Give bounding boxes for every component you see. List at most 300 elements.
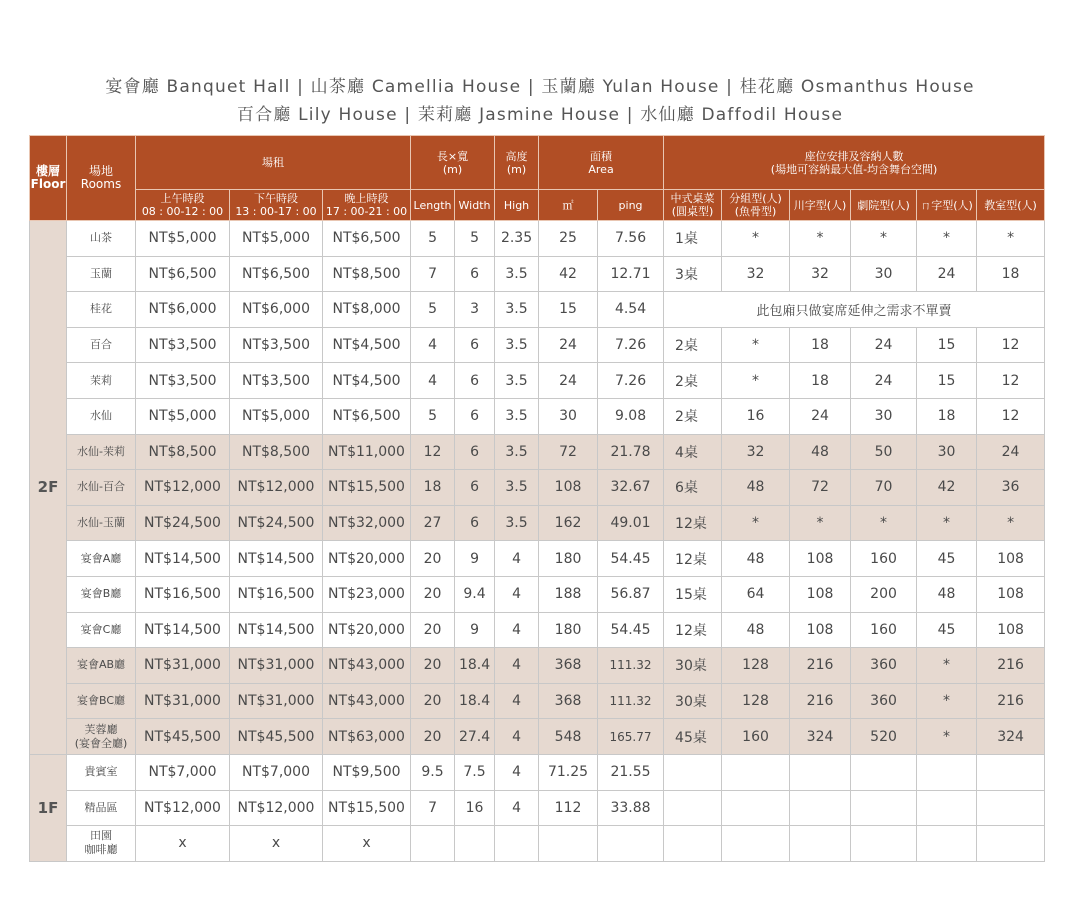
width-cell: 18.4 xyxy=(455,683,495,719)
afternoon-cell: NT$8,500 xyxy=(230,434,323,470)
high-cell: 3.5 xyxy=(495,363,539,399)
tables-cell: 4桌 xyxy=(664,434,722,470)
ping-cell: 12.71 xyxy=(598,256,664,292)
morning-cell: NT$6,500 xyxy=(136,256,230,292)
tables-cell: 6桌 xyxy=(664,470,722,506)
tables-cell: 3桌 xyxy=(664,256,722,292)
ping-cell: 33.88 xyxy=(598,790,664,826)
length-cell: 20 xyxy=(411,683,455,719)
sqm-cell: 24 xyxy=(539,363,598,399)
sqm-cell: 25 xyxy=(539,221,598,257)
evening-cell: NT$15,500 xyxy=(323,790,411,826)
group-cell: * xyxy=(722,363,790,399)
classroom-cell: 216 xyxy=(977,683,1045,719)
group-header: 分組型(人) (魚骨型) xyxy=(722,190,790,221)
room-name: 百合 xyxy=(67,327,136,363)
morning-cell: NT$3,500 xyxy=(136,363,230,399)
evening-cell: NT$9,500 xyxy=(323,754,411,790)
sqm-cell: 112 xyxy=(539,790,598,826)
classroom-cell: 12 xyxy=(977,327,1045,363)
length-header: Length xyxy=(411,190,455,221)
theater-cell: 360 xyxy=(851,648,917,684)
size-header: 長×寬 (m) xyxy=(411,136,495,190)
theater-cell: 24 xyxy=(851,363,917,399)
room-name: 玉蘭 xyxy=(67,256,136,292)
group-cell: 32 xyxy=(722,256,790,292)
classroom-cell: 108 xyxy=(977,576,1045,612)
room-name: 茉莉 xyxy=(67,363,136,399)
sqm-cell: 30 xyxy=(539,398,598,434)
group-cell: * xyxy=(722,327,790,363)
length-cell: 18 xyxy=(411,470,455,506)
tables-cell: 12桌 xyxy=(664,612,722,648)
room-name: 水仙-玉蘭 xyxy=(67,505,136,541)
high-cell: 3.5 xyxy=(495,434,539,470)
group-cell: 32 xyxy=(722,434,790,470)
high-cell: 4 xyxy=(495,541,539,577)
u-cell xyxy=(917,790,977,826)
afternoon-cell: NT$45,500 xyxy=(230,719,323,755)
afternoon-header: 下午時段 13 : 00-17 : 00 xyxy=(230,190,323,221)
length-cell: 4 xyxy=(411,327,455,363)
morning-cell: NT$14,500 xyxy=(136,541,230,577)
ping-cell: 111.32 xyxy=(598,648,664,684)
u-cell: * xyxy=(917,505,977,541)
classroom-cell xyxy=(977,826,1045,862)
sqm-cell: 108 xyxy=(539,470,598,506)
group-cell: 160 xyxy=(722,719,790,755)
high-cell: 4 xyxy=(495,576,539,612)
u-shape-header: ㄇ字型(人) xyxy=(917,190,977,221)
room-name: 宴會AB廳 xyxy=(67,648,136,684)
high-cell: 3.5 xyxy=(495,470,539,506)
length-cell: 20 xyxy=(411,719,455,755)
u-cell xyxy=(917,826,977,862)
classroom-header: 教室型(人) xyxy=(977,190,1045,221)
high-cell: 4 xyxy=(495,683,539,719)
tables-cell xyxy=(664,826,722,862)
width-cell: 6 xyxy=(455,470,495,506)
ping-cell: 32.67 xyxy=(598,470,664,506)
sqm-cell: 548 xyxy=(539,719,598,755)
classroom-cell: 108 xyxy=(977,541,1045,577)
room-name: 水仙 xyxy=(67,398,136,434)
group-cell xyxy=(722,826,790,862)
width-cell: 18.4 xyxy=(455,648,495,684)
high-cell: 4 xyxy=(495,719,539,755)
chuan-cell: 32 xyxy=(790,256,851,292)
tables-header: 中式桌菜 (圓桌型) xyxy=(664,190,722,221)
length-cell: 5 xyxy=(411,398,455,434)
group-cell: * xyxy=(722,505,790,541)
ping-cell: 7.26 xyxy=(598,363,664,399)
header-row-2 xyxy=(30,190,1045,221)
floor-1f-cell: 1F xyxy=(30,754,67,861)
tables-cell xyxy=(664,754,722,790)
sqm-cell: 162 xyxy=(539,505,598,541)
classroom-cell: 12 xyxy=(977,363,1045,399)
theater-cell: 160 xyxy=(851,612,917,648)
chuan-cell: 18 xyxy=(790,327,851,363)
u-cell: 24 xyxy=(917,256,977,292)
table-row xyxy=(30,256,1045,292)
group-cell xyxy=(722,754,790,790)
room-name: 宴會BC廳 xyxy=(67,683,136,719)
rooms-header: 場地 Rooms xyxy=(67,136,136,221)
group-cell: 48 xyxy=(722,541,790,577)
sqm-cell: 42 xyxy=(539,256,598,292)
seating-header: 座位安排及容納人數 (場地可容納最大值-均含舞台空間) xyxy=(664,136,1045,190)
afternoon-cell: NT$7,000 xyxy=(230,754,323,790)
tables-cell: 30桌 xyxy=(664,683,722,719)
ping-cell: 56.87 xyxy=(598,576,664,612)
morning-cell: NT$12,000 xyxy=(136,470,230,506)
chuan-cell xyxy=(790,754,851,790)
chuan-header: 川字型(人) xyxy=(790,190,851,221)
length-cell: 7 xyxy=(411,256,455,292)
theater-cell: * xyxy=(851,505,917,541)
morning-cell: NT$24,500 xyxy=(136,505,230,541)
width-cell: 5 xyxy=(455,221,495,257)
table-row xyxy=(30,648,1045,684)
u-cell: 45 xyxy=(917,541,977,577)
length-cell: 27 xyxy=(411,505,455,541)
u-cell: 15 xyxy=(917,363,977,399)
width-header: Width xyxy=(455,190,495,221)
chuan-cell: 108 xyxy=(790,576,851,612)
morning-cell: x xyxy=(136,826,230,862)
length-cell xyxy=(411,826,455,862)
room-name: 宴會B廳 xyxy=(67,576,136,612)
table-row xyxy=(30,221,1045,257)
width-cell: 9.4 xyxy=(455,576,495,612)
ping-cell: 7.26 xyxy=(598,327,664,363)
width-cell: 27.4 xyxy=(455,719,495,755)
afternoon-cell: NT$6,000 xyxy=(230,292,323,328)
classroom-cell: 18 xyxy=(977,256,1045,292)
high-cell: 3.5 xyxy=(495,505,539,541)
group-cell: 128 xyxy=(722,648,790,684)
high-sub-header: High xyxy=(495,190,539,221)
morning-cell: NT$7,000 xyxy=(136,754,230,790)
afternoon-cell: x xyxy=(230,826,323,862)
sqm-cell: 180 xyxy=(539,612,598,648)
ping-cell: 4.54 xyxy=(598,292,664,328)
width-cell: 6 xyxy=(455,398,495,434)
afternoon-cell: NT$14,500 xyxy=(230,541,323,577)
length-cell: 20 xyxy=(411,648,455,684)
morning-cell: NT$5,000 xyxy=(136,221,230,257)
table-row xyxy=(30,683,1045,719)
u-cell: 30 xyxy=(917,434,977,470)
table-row xyxy=(30,505,1045,541)
theater-cell: 360 xyxy=(851,683,917,719)
afternoon-cell: NT$3,500 xyxy=(230,327,323,363)
sqm-cell: 180 xyxy=(539,541,598,577)
table-row xyxy=(30,363,1045,399)
floor-header: 樓層 Floor xyxy=(30,136,67,221)
chuan-cell: 216 xyxy=(790,648,851,684)
evening-cell: NT$4,500 xyxy=(323,327,411,363)
table-row xyxy=(30,470,1045,506)
theater-cell: 30 xyxy=(851,398,917,434)
room-name: 山茶 xyxy=(67,221,136,257)
evening-cell: x xyxy=(323,826,411,862)
evening-cell: NT$8,000 xyxy=(323,292,411,328)
width-cell: 16 xyxy=(455,790,495,826)
room-name: 宴會A廳 xyxy=(67,541,136,577)
tables-cell: 12桌 xyxy=(664,541,722,577)
classroom-cell: * xyxy=(977,505,1045,541)
high-cell: 4 xyxy=(495,790,539,826)
ping-cell: 54.45 xyxy=(598,541,664,577)
table-row xyxy=(30,398,1045,434)
length-cell: 12 xyxy=(411,434,455,470)
morning-cell: NT$5,000 xyxy=(136,398,230,434)
morning-cell: NT$3,500 xyxy=(136,327,230,363)
table-row xyxy=(30,754,1045,790)
tables-cell: 45桌 xyxy=(664,719,722,755)
group-cell: 64 xyxy=(722,576,790,612)
u-cell: * xyxy=(917,648,977,684)
chuan-cell xyxy=(790,790,851,826)
length-cell: 5 xyxy=(411,221,455,257)
sqm-cell: 188 xyxy=(539,576,598,612)
chuan-cell xyxy=(790,826,851,862)
width-cell: 9 xyxy=(455,541,495,577)
morning-cell: NT$45,500 xyxy=(136,719,230,755)
note-cell: 此包廂只做宴席延伸之需求不單賣 xyxy=(664,292,1045,328)
morning-cell: NT$8,500 xyxy=(136,434,230,470)
room-name: 水仙-茉莉 xyxy=(67,434,136,470)
afternoon-cell: NT$16,500 xyxy=(230,576,323,612)
chuan-cell: 24 xyxy=(790,398,851,434)
table-row xyxy=(30,327,1045,363)
evening-header: 晚上時段 17 : 00-21 : 00 xyxy=(323,190,411,221)
length-cell: 7 xyxy=(411,790,455,826)
table-row xyxy=(30,434,1045,470)
width-cell: 9 xyxy=(455,612,495,648)
theater-cell xyxy=(851,790,917,826)
theater-cell: * xyxy=(851,221,917,257)
afternoon-cell: NT$24,500 xyxy=(230,505,323,541)
length-cell: 20 xyxy=(411,612,455,648)
high-cell xyxy=(495,826,539,862)
width-cell: 6 xyxy=(455,505,495,541)
theater-cell: 50 xyxy=(851,434,917,470)
afternoon-cell: NT$31,000 xyxy=(230,683,323,719)
length-cell: 9.5 xyxy=(411,754,455,790)
morning-cell: NT$31,000 xyxy=(136,683,230,719)
afternoon-cell: NT$12,000 xyxy=(230,790,323,826)
u-cell xyxy=(917,754,977,790)
chuan-cell: 324 xyxy=(790,719,851,755)
theater-header: 劇院型(人) xyxy=(851,190,917,221)
evening-cell: NT$11,000 xyxy=(323,434,411,470)
title-line-2: 百合廳 Lily House | 茉莉廳 Jasmine House | 水仙廳 Daffodil House xyxy=(236,105,844,125)
evening-cell: NT$32,000 xyxy=(323,505,411,541)
sqm-cell: 24 xyxy=(539,327,598,363)
high-cell: 2.35 xyxy=(495,221,539,257)
chuan-cell: 72 xyxy=(790,470,851,506)
classroom-cell xyxy=(977,754,1045,790)
ping-cell xyxy=(598,826,664,862)
ping-cell: 9.08 xyxy=(598,398,664,434)
classroom-cell: 36 xyxy=(977,470,1045,506)
room-name: 精品區 xyxy=(67,790,136,826)
classroom-cell: 108 xyxy=(977,612,1045,648)
chuan-cell: 108 xyxy=(790,541,851,577)
sqm-cell: 71.25 xyxy=(539,754,598,790)
width-cell: 6 xyxy=(455,256,495,292)
evening-cell: NT$43,000 xyxy=(323,683,411,719)
length-cell: 5 xyxy=(411,292,455,328)
floor-2f-cell: 2F xyxy=(30,221,67,755)
evening-cell: NT$43,000 xyxy=(323,648,411,684)
evening-cell: NT$63,000 xyxy=(323,719,411,755)
room-name: 芙蓉廳 (宴會全廳) xyxy=(67,719,136,755)
morning-cell: NT$31,000 xyxy=(136,648,230,684)
tables-cell xyxy=(664,790,722,826)
chuan-cell: 18 xyxy=(790,363,851,399)
theater-cell: 24 xyxy=(851,327,917,363)
high-cell: 3.5 xyxy=(495,256,539,292)
evening-cell: NT$20,000 xyxy=(323,612,411,648)
chuan-cell: 108 xyxy=(790,612,851,648)
width-cell: 6 xyxy=(455,363,495,399)
u-cell: 42 xyxy=(917,470,977,506)
area-header: 面積 Area xyxy=(539,136,664,190)
sqm-cell xyxy=(539,826,598,862)
room-name: 宴會C廳 xyxy=(67,612,136,648)
group-cell: 16 xyxy=(722,398,790,434)
evening-cell: NT$6,500 xyxy=(323,221,411,257)
sqm-cell: 368 xyxy=(539,648,598,684)
ping-cell: 21.55 xyxy=(598,754,664,790)
morning-cell: NT$6,000 xyxy=(136,292,230,328)
high-cell: 4 xyxy=(495,754,539,790)
group-cell: 48 xyxy=(722,470,790,506)
chuan-cell: * xyxy=(790,505,851,541)
u-cell: 45 xyxy=(917,612,977,648)
sqm-cell: 15 xyxy=(539,292,598,328)
tables-cell: 2桌 xyxy=(664,363,722,399)
room-name: 田園 咖啡廳 xyxy=(67,826,136,862)
high-cell: 3.5 xyxy=(495,292,539,328)
width-cell: 6 xyxy=(455,327,495,363)
venue-table xyxy=(29,135,1045,862)
tables-cell: 12桌 xyxy=(664,505,722,541)
u-cell: 18 xyxy=(917,398,977,434)
width-cell: 6 xyxy=(455,434,495,470)
ping-cell: 111.32 xyxy=(598,683,664,719)
width-cell: 7.5 xyxy=(455,754,495,790)
u-cell: * xyxy=(917,221,977,257)
tables-cell: 2桌 xyxy=(664,327,722,363)
ping-cell: 7.56 xyxy=(598,221,664,257)
evening-cell: NT$15,500 xyxy=(323,470,411,506)
group-cell xyxy=(722,790,790,826)
evening-cell: NT$8,500 xyxy=(323,256,411,292)
table-row xyxy=(30,826,1045,862)
evening-cell: NT$20,000 xyxy=(323,541,411,577)
high-cell: 4 xyxy=(495,648,539,684)
table-row xyxy=(30,541,1045,577)
rent-header: 場租 xyxy=(136,136,411,190)
tables-cell: 2桌 xyxy=(664,398,722,434)
ping-cell: 49.01 xyxy=(598,505,664,541)
afternoon-cell: NT$6,500 xyxy=(230,256,323,292)
u-cell: * xyxy=(917,683,977,719)
room-name: 貴賓室 xyxy=(67,754,136,790)
header-row-1 xyxy=(30,136,1045,190)
tables-cell: 15桌 xyxy=(664,576,722,612)
high-cell: 4 xyxy=(495,612,539,648)
classroom-cell: 24 xyxy=(977,434,1045,470)
high-cell: 3.5 xyxy=(495,327,539,363)
room-name: 桂花 xyxy=(67,292,136,328)
afternoon-cell: NT$12,000 xyxy=(230,470,323,506)
afternoon-cell: NT$5,000 xyxy=(230,398,323,434)
classroom-cell: 216 xyxy=(977,648,1045,684)
table-row xyxy=(30,576,1045,612)
u-cell: * xyxy=(917,719,977,755)
theater-cell: 200 xyxy=(851,576,917,612)
ping-header: ping xyxy=(598,190,664,221)
length-cell: 20 xyxy=(411,576,455,612)
tables-cell: 30桌 xyxy=(664,648,722,684)
afternoon-cell: NT$31,000 xyxy=(230,648,323,684)
group-cell: * xyxy=(722,221,790,257)
evening-cell: NT$23,000 xyxy=(323,576,411,612)
theater-cell: 70 xyxy=(851,470,917,506)
classroom-cell: * xyxy=(977,221,1045,257)
morning-cell: NT$12,000 xyxy=(136,790,230,826)
classroom-cell: 324 xyxy=(977,719,1045,755)
theater-cell: 520 xyxy=(851,719,917,755)
tables-cell: 1桌 xyxy=(664,221,722,257)
sqm-header: ㎡ xyxy=(539,190,598,221)
ping-cell: 165.77 xyxy=(598,719,664,755)
length-cell: 20 xyxy=(411,541,455,577)
ping-cell: 54.45 xyxy=(598,612,664,648)
theater-cell xyxy=(851,826,917,862)
table-row xyxy=(30,790,1045,826)
group-cell: 48 xyxy=(722,612,790,648)
width-cell: 3 xyxy=(455,292,495,328)
table-row xyxy=(30,612,1045,648)
morning-cell: NT$14,500 xyxy=(136,612,230,648)
chuan-cell: 48 xyxy=(790,434,851,470)
theater-cell xyxy=(851,754,917,790)
group-cell: 128 xyxy=(722,683,790,719)
u-cell: 48 xyxy=(917,576,977,612)
theater-cell: 30 xyxy=(851,256,917,292)
theater-cell: 160 xyxy=(851,541,917,577)
sqm-cell: 72 xyxy=(539,434,598,470)
chuan-cell: * xyxy=(790,221,851,257)
chuan-cell: 216 xyxy=(790,683,851,719)
room-name: 水仙-百合 xyxy=(67,470,136,506)
title-line-1: 宴會廳 Banquet Hall | 山茶廳 Camellia House | 玉蘭廳 Yulan House | 桂花廳 Osmanthus House xyxy=(105,77,975,97)
ping-cell: 21.78 xyxy=(598,434,664,470)
table-row xyxy=(30,292,1045,328)
afternoon-cell: NT$14,500 xyxy=(230,612,323,648)
classroom-cell: 12 xyxy=(977,398,1045,434)
u-cell: 15 xyxy=(917,327,977,363)
width-cell xyxy=(455,826,495,862)
evening-cell: NT$6,500 xyxy=(323,398,411,434)
